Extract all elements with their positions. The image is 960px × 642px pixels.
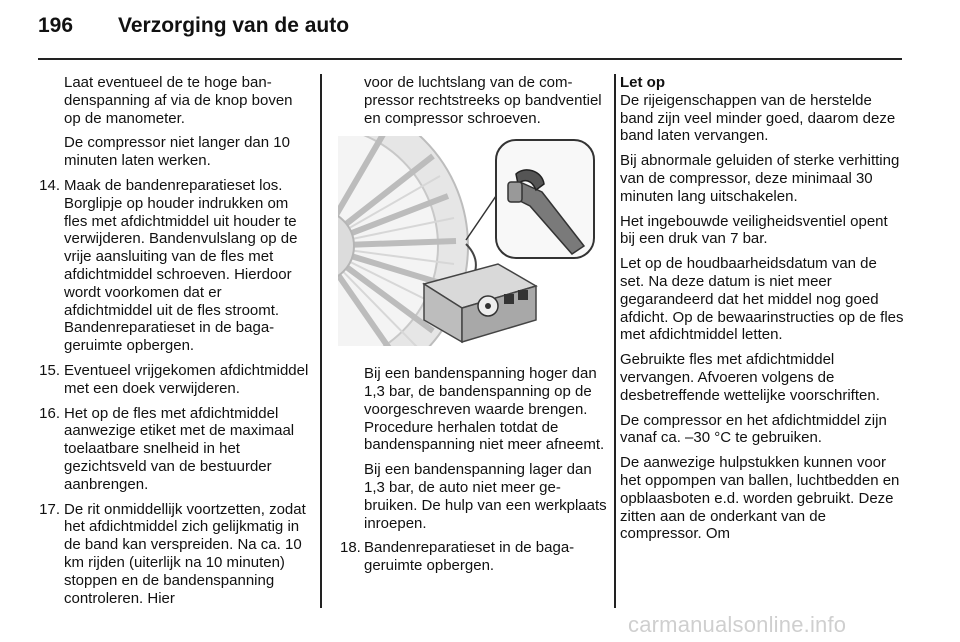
note-text: De rijeigenschappen van de herstelde band zijn veel minder goed, daarom deze band laten vervangen.	[620, 91, 896, 145]
header-rule	[38, 58, 902, 60]
list-text: De rit onmiddellijk voortzetten, zodat het afdichtmiddel zich gelijkmatig in de band kan verspreiden. Na ca. 10 km rijden (uiterlijk na 10 minuten) stoppen en de bandenspanning controleren. Hier	[64, 500, 306, 607]
list-item	[336, 539, 608, 575]
column-right	[620, 74, 904, 550]
column-divider-right	[614, 74, 616, 608]
page-number: 196	[38, 14, 74, 37]
column-divider-left	[320, 74, 322, 608]
paragraph: Let op de houdbaarheidsdatum van de set. Na deze datum is niet meer gegarandeerd dat het middel nog goed afdicht. Op de bewaarinstructies op de fles met afdichtmiddel letten.	[620, 255, 904, 344]
paragraph: De aanwezige hulpstukken kunnen voor het oppompen van ballen, luchtbedden en opblaasboten e.d. worden gebruikt. Deze zitten aan de onderkant van de compressor. Om	[620, 454, 900, 543]
list-item	[14, 405, 310, 494]
list-item	[14, 362, 310, 398]
paragraph: De compressor niet langer dan 10 minuten laten werken.	[64, 134, 290, 170]
list-number: 14.	[39, 176, 60, 194]
list-number: 17.	[39, 500, 60, 518]
paragraph: Gebruikte fles met afdichtmiddel vervangen. Afvoeren volgens de desbetreffende wettelijke voorschriften.	[620, 351, 880, 404]
note-block	[620, 74, 904, 145]
list-number: 16.	[39, 404, 60, 422]
column-left	[14, 74, 310, 614]
paragraph: Laat eventueel de te hoge bandenspanning af via de knop boven op de manometer.	[64, 74, 293, 127]
watermark: carmanualsonline.info	[628, 612, 847, 637]
list-text: Het op de fles met afdichtmiddel aanwezige etiket met de maximaal toelaatbare snelheid in het gezichtsveld van de bestuurder aanbrengen.	[64, 404, 295, 493]
list-item	[14, 177, 310, 355]
paragraph: Bij een bandenspanning lager dan 1,3 bar, de auto niet meer gebruiken. De hulp van een werkplaats inroepen.	[364, 461, 607, 532]
paragraph: Bij abnormale geluiden of sterke verhitting van de compressor, deze minimaal 30 minuten lang uitschakelen.	[620, 152, 900, 205]
paragraph: De compressor en het afdichtmiddel zijn vanaf ca. –30 °C te gebruiken.	[620, 411, 887, 447]
list-item	[14, 501, 310, 608]
list-number: 18.	[340, 539, 361, 557]
list-text: Bandenreparatieset in de bagageruimte opbergen.	[364, 539, 575, 575]
page-header	[38, 14, 349, 50]
list-text: Maak de bandenreparatieset los. Borglipje op houder indrukken om fles met afdichtmiddel uit houder te verwijderen. Bandenvulslang op de vrije aansluiting van de fles met afdichtmiddel schroeven. Hierdoor wordt voorkomen dat er afdichtmiddel uit de fles stroomt. Bandenreparatieset in de bagageruimte opbergen.	[64, 176, 298, 355]
page-title: Verzorging van de auto	[118, 14, 350, 37]
paragraph: Het ingebouwde veiligheidsventiel opent bij een druk van 7 bar.	[620, 212, 888, 248]
column-middle	[336, 74, 608, 582]
paragraph: Bij een bandenspanning hoger dan 1,3 bar, de bandenspanning op de voorgeschreven waarde brengen. Procedure herhalen totdat de bandenspanning niet meer afneemt.	[364, 365, 605, 454]
compressor-illustration	[338, 136, 596, 346]
list-number: 15.	[39, 361, 60, 379]
list-text: Eventueel vrijgekomen afdichtmiddel met een doek verwijderen.	[64, 361, 309, 397]
note-title: Let op	[620, 74, 665, 91]
paragraph: voor de luchtslang van de compressor rechtstreeks op bandventiel en compressor schroeven.	[364, 74, 602, 127]
